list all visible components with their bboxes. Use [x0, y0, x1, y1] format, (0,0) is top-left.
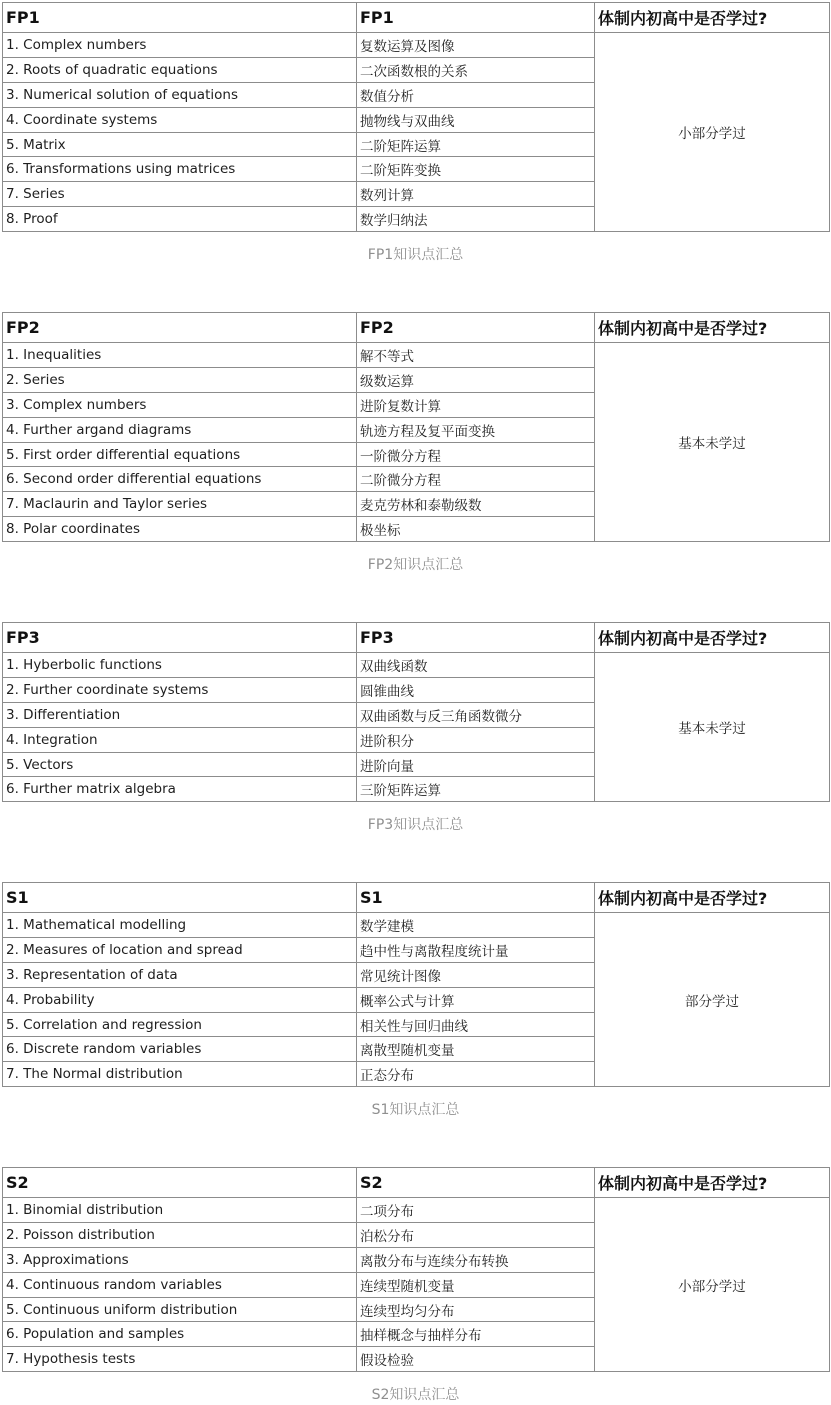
fp1-section	[2, 2, 829, 265]
topic-cn: 二阶矩阵变换	[357, 157, 595, 182]
table-caption: S2知识点汇总	[371, 1387, 460, 1404]
module-name-cn: FP2	[357, 313, 595, 343]
topic-cn: 离散分布与连续分布转换	[357, 1247, 595, 1272]
table-header-row	[3, 1168, 830, 1198]
topic-en: 3. Representation of data	[3, 962, 357, 987]
topic-en: 2. Series	[3, 367, 357, 392]
table-row	[3, 653, 830, 678]
topic-en: 1. Hyberbolic functions	[3, 653, 357, 678]
topic-cn: 概率公式与计算	[357, 987, 595, 1012]
module-name-en: FP3	[3, 623, 357, 653]
topic-en: 4. Probability	[3, 987, 357, 1012]
table-header-row	[3, 3, 830, 33]
topic-cn: 正态分布	[357, 1062, 595, 1087]
topic-en: 4. Coordinate systems	[3, 107, 357, 132]
status-column-header: 体制内初高中是否学过?	[595, 1168, 830, 1198]
topic-cn: 数学归纳法	[357, 207, 595, 232]
s2-section	[2, 1167, 829, 1405]
topic-cn: 相关性与回归曲线	[357, 1012, 595, 1037]
topic-cn: 进阶积分	[357, 727, 595, 752]
topic-en: 5. Correlation and regression	[3, 1012, 357, 1037]
status-column-header: 体制内初高中是否学过?	[595, 3, 830, 33]
topic-en: 3. Approximations	[3, 1247, 357, 1272]
topic-en: 6. Discrete random variables	[3, 1037, 357, 1062]
status-column-header: 体制内初高中是否学过?	[595, 883, 830, 913]
topic-en: 7. The Normal distribution	[3, 1062, 357, 1087]
topic-en: 8. Proof	[3, 207, 357, 232]
topic-en: 3. Complex numbers	[3, 392, 357, 417]
topic-en: 1. Mathematical modelling	[3, 913, 357, 938]
topic-cn: 连续型均匀分布	[357, 1297, 595, 1322]
topic-en: 8. Polar coordinates	[3, 517, 357, 542]
table-row	[3, 913, 830, 938]
topic-en: 6. Population and samples	[3, 1322, 357, 1347]
table-header-row	[3, 883, 830, 913]
table-row	[3, 1198, 830, 1223]
topic-cn: 极坐标	[357, 517, 595, 542]
status-cell: 基本未学过	[595, 653, 830, 802]
topic-en: 3. Differentiation	[3, 702, 357, 727]
s1-section	[2, 882, 829, 1120]
topic-cn: 抽样概念与抽样分布	[357, 1322, 595, 1347]
module-name-cn: FP1	[357, 3, 595, 33]
topic-cn: 解不等式	[357, 343, 595, 368]
topic-en: 3. Numerical solution of equations	[3, 82, 357, 107]
table-row	[3, 33, 830, 58]
topic-cn: 一阶微分方程	[357, 442, 595, 467]
status-cell: 小部分学过	[595, 1198, 830, 1372]
table-header-row	[3, 623, 830, 653]
topic-cn: 圆锥曲线	[357, 677, 595, 702]
topic-cn: 三阶矩阵运算	[357, 777, 595, 802]
topic-cn: 轨迹方程及复平面变换	[357, 417, 595, 442]
module-name-en: FP1	[3, 3, 357, 33]
table-caption: S1知识点汇总	[371, 1102, 460, 1119]
fp3-table	[2, 622, 830, 802]
status-cell: 基本未学过	[595, 343, 830, 542]
topic-cn: 二项分布	[357, 1198, 595, 1223]
topic-cn: 抛物线与双曲线	[357, 107, 595, 132]
status-column-header: 体制内初高中是否学过?	[595, 623, 830, 653]
table-row	[3, 343, 830, 368]
topic-en: 2. Measures of location and spread	[3, 937, 357, 962]
topic-en: 2. Poisson distribution	[3, 1222, 357, 1247]
topic-cn: 进阶向量	[357, 752, 595, 777]
topic-en: 1. Inequalities	[3, 343, 357, 368]
topic-cn: 二次函数根的关系	[357, 57, 595, 82]
module-name-en: FP2	[3, 313, 357, 343]
topic-en: 1. Complex numbers	[3, 33, 357, 58]
topic-cn: 数列计算	[357, 182, 595, 207]
topic-cn: 复数运算及图像	[357, 33, 595, 58]
fp3-section	[2, 622, 829, 835]
topic-en: 4. Continuous random variables	[3, 1272, 357, 1297]
table-caption: FP1知识点汇总	[367, 247, 464, 264]
module-name-en: S2	[3, 1168, 357, 1198]
topic-en: 4. Integration	[3, 727, 357, 752]
module-name-cn: S2	[357, 1168, 595, 1198]
fp1-table	[2, 2, 830, 232]
table-header-row	[3, 313, 830, 343]
topic-en: 7. Hypothesis tests	[3, 1347, 357, 1372]
topic-cn: 数学建模	[357, 913, 595, 938]
topic-en: 2. Roots of quadratic equations	[3, 57, 357, 82]
topic-cn: 双曲线函数	[357, 653, 595, 678]
topic-cn: 假设检验	[357, 1347, 595, 1372]
table-caption: FP2知识点汇总	[367, 557, 464, 574]
topic-cn: 趋中性与离散程度统计量	[357, 937, 595, 962]
topic-en: 7. Series	[3, 182, 357, 207]
s1-table	[2, 882, 830, 1087]
topic-cn: 二阶微分方程	[357, 467, 595, 492]
status-cell: 小部分学过	[595, 33, 830, 232]
topic-en: 7. Maclaurin and Taylor series	[3, 492, 357, 517]
topic-cn: 常见统计图像	[357, 962, 595, 987]
topic-cn: 双曲函数与反三角函数微分	[357, 702, 595, 727]
fp2-table	[2, 312, 830, 542]
topic-en: 1. Binomial distribution	[3, 1198, 357, 1223]
module-name-cn: S1	[357, 883, 595, 913]
topic-en: 6. Further matrix algebra	[3, 777, 357, 802]
topic-cn: 二阶矩阵运算	[357, 132, 595, 157]
topic-en: 5. Matrix	[3, 132, 357, 157]
module-name-en: S1	[3, 883, 357, 913]
topic-cn: 泊松分布	[357, 1222, 595, 1247]
fp2-section	[2, 312, 829, 575]
topic-cn: 数值分析	[357, 82, 595, 107]
table-caption: FP3知识点汇总	[367, 817, 464, 834]
topic-en: 4. Further argand diagrams	[3, 417, 357, 442]
topic-cn: 级数运算	[357, 367, 595, 392]
status-cell: 部分学过	[595, 913, 830, 1087]
topic-en: 5. Vectors	[3, 752, 357, 777]
status-column-header: 体制内初高中是否学过?	[595, 313, 830, 343]
topic-en: 5. First order differential equations	[3, 442, 357, 467]
topic-cn: 离散型随机变量	[357, 1037, 595, 1062]
s2-table	[2, 1167, 830, 1372]
topic-en: 6. Second order differential equations	[3, 467, 357, 492]
topic-en: 5. Continuous uniform distribution	[3, 1297, 357, 1322]
topic-cn: 进阶复数计算	[357, 392, 595, 417]
topic-en: 2. Further coordinate systems	[3, 677, 357, 702]
module-name-cn: FP3	[357, 623, 595, 653]
topic-cn: 连续型随机变量	[357, 1272, 595, 1297]
topic-en: 6. Transformations using matrices	[3, 157, 357, 182]
topic-cn: 麦克劳林和泰勒级数	[357, 492, 595, 517]
